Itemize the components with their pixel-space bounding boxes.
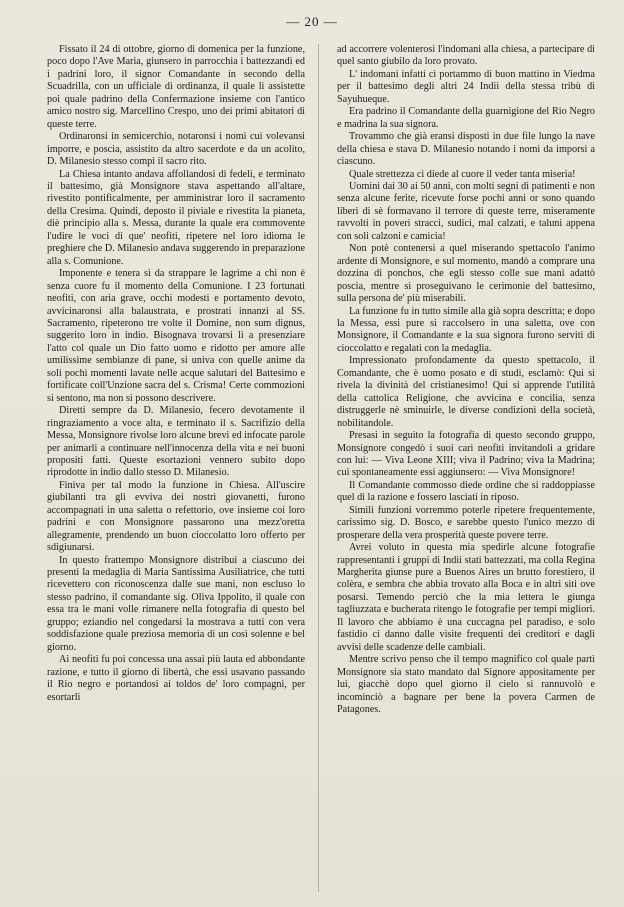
paragraph: Imponente e tenera sì da strappare le lagrime a chi non è senza cuore fu il momento della Comunione. I 23 fortunati neofiti, con aria grave, occhi modesti e portamento devoto, avvicinaronsi alla balaustrata, e prostrati innanzi al SS. Sacramento, ripeterono tre volte il Domine, non sum dignus, suggerito loro in indio. Bisognava trovarsi lì a presenziare l'atto col quale un Dio fatto uomo e ridotto per amore alle umilissime sembianze di pane, si univa con quelle anime da soli pochi momenti lavate nelle acque salutari del Battesimo e fortificate coll'Unzione sacra del s. Crisma! Certe commozioni si sentono, ma non si possono descrivere.: [47, 268, 305, 404]
paragraph: Ai neofiti fu poi concessa una assai più lauta ed abbondante razione, e tutto il giorno di libertà, che essi usavano passando il Rio negro e portandosi ai toldos de' loro compagni, per esortarli: [47, 654, 305, 703]
paragraph: Diretti sempre da D. Milanesio, fecero devotamente il ringraziamento a voce alta, e terminato il s. Sacrifizio della Messa, Monsignore rivolse loro alcune brevi ed infocate parole per animarli a continuare nell'innocenza della vita e nei buoni propositi fatti. Queste esortazioni vennero subito dopo riprodotte in indio dallo stesso D. Milanesio.: [47, 405, 305, 479]
paragraph: In questo frattempo Monsignore distribuì a ciascuno dei presenti la medaglia di Maria Santissima Ausiliatrice, che tutti ricevettero con riconoscenza dalle sue mani, non escluso lo stesso padrino, il comandante sig. Oliva Ippolito, il quale con essa tra le mani volle rimanere nella fotografia di questo bel gruppo; eziandio nel congedarsi la mostrava a tutti con vera soddisfazione quale preziosa memoria di un così solenne e bel giorno.: [47, 554, 305, 653]
paragraph: Quale strettezza ci diede al cuore il veder tanta miseria!: [349, 168, 576, 180]
paragraph: Uomini dai 30 ai 50 anni, con molti segni di patimenti e non senza alcune ferite, ricevute forse pochi anni or sono quando liberi di sè formavano il terrore di queste terre, miseramente ravvolti in poveri stracci, sudici, mal calzati, e taluni appena con soli calzoni e camicia!: [337, 180, 595, 242]
paragraph: Impressionato profondamente da questo spettacolo, il Comandante, che è uomo posato e di studi, esclamò: Qui sì rivela la divinità del cristianesimo! Qui si apprende l'utilità della cattolica Religione, che avvicina e concilia, senza distruggerle nè sminuirle, le diverse condizioni della società, nobilitandole.: [337, 355, 595, 429]
paragraph: Mentre scrivo penso che il tempo magnifico col quale partì Monsignore sia stato mandato dal Signore appositamente per lui, giacchè dopo quel giorno il cielo si rannuvolò e incominciò a bagnare per bene la povera Carmen de Patagones.: [337, 654, 595, 716]
paragraph: Ordinaronsi in semicerchio, notaronsi i nomi cui volevansi imporre, e poscia, assistito da altro sacerdote e da un acolito, D. Milanesio stesso compì il sacro rito.: [47, 131, 305, 168]
paragraph: Finiva per tal modo la funzione in Chiesa. All'uscire giubilanti tra gli evviva dei nostri giovanetti, furono accompagnati in una saletta o refettorio, ove insieme coi loro padrini e con Monsignore passarono una mezz'oretta allegramente, prendendo un buon cioccolatto loro offerto per sdigiunarsi.: [47, 479, 305, 554]
paragraph: Avrei voluto in questa mia spedirle alcune fotografie rappresentanti i gruppi di Indii stati battezzati, ma colla Regina Margherita giunse pure a Buenos Aires un brutto forestiero, il colèra, e sembra che abbia trovato alla Boca e in altri siti ove posarsi. Temendo perciò che la mia lettera le giunga tagliuzzata e bucherata ritengo le fotografie per tempi migliori. Il lavoro che abbiamo è una cuccagna pel paradiso, e solo fastidio ci danno dalle visite frequenti dei creditori e dagli avvisi delle scadenze delle cambiali.: [337, 542, 595, 653]
paragraph: Non potè contenersi a quel miserando spettacolo l'animo ardente di Monsignore, e sul momento, mandò a comprare una dozzina di ponchos, che egli stesso colle sue mani adattò poscia, mentre si proseguivano le cerimonie del battesimo, sulla persona de' più miserabili.: [337, 243, 595, 305]
right-column: [337, 44, 595, 896]
paragraph: La Chiesa intanto andava affollandosi di fedeli, e terminato il battesimo, già Monsignore stava aspettando all'altare, rivestito pontificalmente, per amministrar loro il sacramento della Cresima. Quindi, deposto il piviale e rivestita la pianeta, diè principio alla s. Messa, durante la quale era commovente l'udire le voci di que' neofiti, ripetere nel loro idioma le preghiere che D. Milanesio andava suggerendo in preparazione alla s. Comunione.: [47, 168, 305, 267]
left-column: [47, 44, 305, 896]
paragraph: Il Comandante commosso diede ordine che si raddoppiasse quel di la razione e fossero lasciati in riposo.: [337, 479, 595, 504]
page-number: — 20 —: [286, 14, 338, 29]
paragraph: La funzione fu in tutto simile alla già sopra descritta; e dopo la Messa, essi pure si raccolsero in una saletta, ove con Monsignore, il Comandante e la sua signora furono serviti di cioccolatto e regalati con la medaglia.: [337, 305, 595, 354]
paragraph: L' indomani infatti ci portammo di buon mattino in Viedma per il battesimo degli altri 24 Indii della stessa tribù di Sayuhueque.: [337, 68, 595, 105]
paragraph: Fissato il 24 di ottobre, giorno di domenica per la funzione, poco dopo l'Ave Maria, giunsero in parrocchia i battezzandi ed i padrini loro, il signor Comandante in secondo della Scuadrilla, con un ufficiale di ordinanza, il quale li assistette poi quale padrino della Confermazione insieme con l'antico amico nostro sig. Marcellino Crespo, uno dei primi abitatori di queste terre.: [47, 44, 305, 130]
paragraph: Simili funzioni vorremmo poterle ripetere frequentemente, carissimo sig. D. Bosco, e sarebbe questo l'unico mezzo di prosperare della vera prosperità queste povere terre.: [337, 504, 595, 541]
text-columns: [47, 44, 595, 896]
paragraph: Era padrino il Comandante della guarnigione del Rio Negro e madrina la sua signora.: [337, 106, 595, 130]
paragraph: Presasi in seguito la fotografia di questo secondo gruppo, Monsignore congedò i suoi cari neofiti invitandoli a gridare con lui: — Viva Leone XIII; viva il Padrino; viva la Madrina; cui spontaneamente essi aggiunsero: — Viva Monsignore!: [337, 430, 595, 479]
paragraph: Trovammo che già eransi disposti in due file lungo la nave della chiesa e stava D. Milanesio notando i nomi da imporsi a ciascuno.: [337, 131, 595, 168]
paragraph: ad accorrere volenterosi l'indomani alla chiesa, a partecipare di quel santo giubilo da loro provato.: [337, 44, 595, 68]
